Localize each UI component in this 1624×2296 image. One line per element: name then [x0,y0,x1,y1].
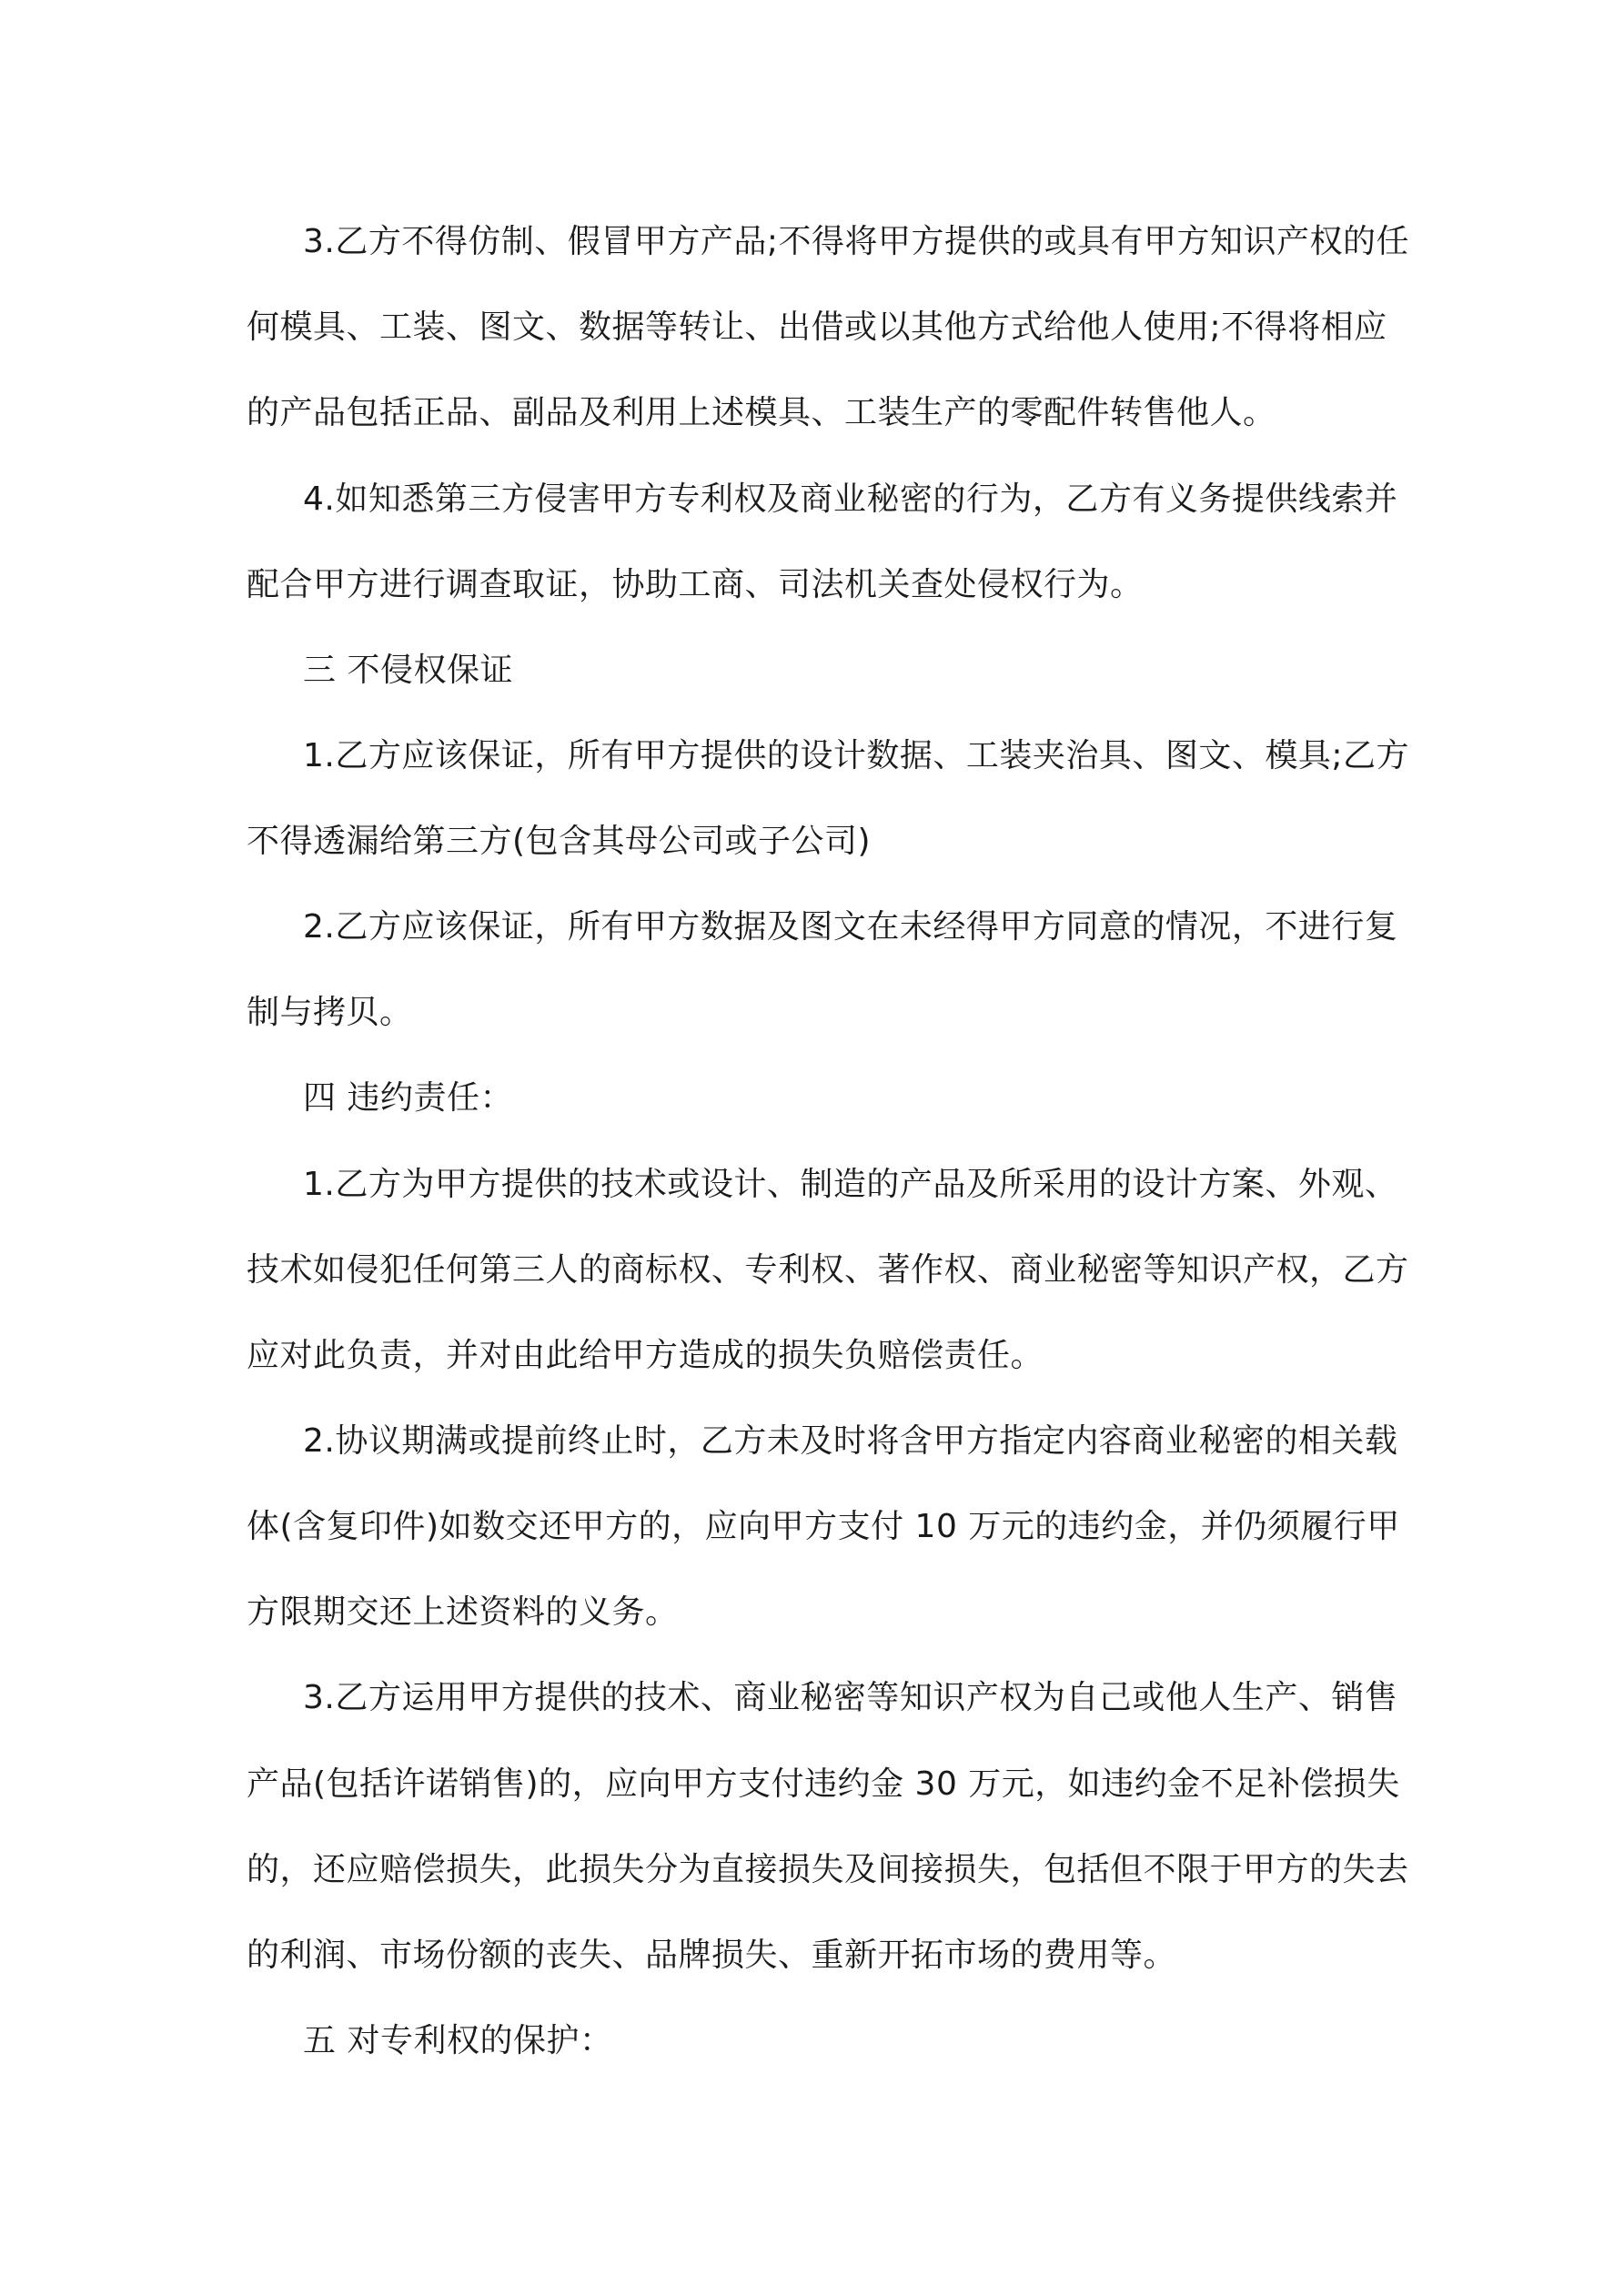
paragraph-line: 的产品包括正品、副品及利用上述模具、工装生产的零配件转售他人。 [247,394,1276,431]
paragraph-line: 何模具、工装、图文、数据等转让、出借或以其他方式给他人使用;不得将相应 [247,308,1387,346]
paragraph-line: 不得透漏给第三方(包含其母公司或子公司) [247,823,872,860]
section-heading: 三 不侵权保证 [303,652,513,689]
paragraph-line: 配合甲方进行调查取证，协助工商、司法机关查处侵权行为。 [247,566,1144,603]
section-heading: 四 违约责任： [303,1079,513,1117]
paragraph-line: 方限期交还上述资料的义务。 [247,1593,679,1631]
paragraph-line: 1.乙方应该保证，所有甲方提供的设计数据、工装夹治具、图文、模具;乙方 [303,737,1409,774]
paragraph-line: 2.协议期满或提前终止时，乙方未及时将含甲方指定内容商业秘密的相关载 [303,1422,1398,1460]
paragraph-line: 体(含复印件)如数交还甲方的，应向甲方支付 10 万元的违约金，并仍须履行甲 [247,1508,1400,1545]
paragraph-line: 4.如知悉第三方侵害甲方专利权及商业秘密的行为，乙方有义务提供线索并 [303,480,1398,518]
section-heading: 五 对专利权的保护： [303,2022,613,2059]
paragraph-line: 的利润、市场份额的丧失、品牌损失、重新开拓市场的费用等。 [247,1937,1177,1974]
paragraph-line: 3.乙方不得仿制、假冒甲方产品;不得将甲方提供的或具有甲方知识产权的任 [303,223,1409,260]
paragraph-line: 的，还应赔偿损失，此损失分为直接损失及间接损失，包括但不限于甲方的失去 [247,1851,1409,1888]
paragraph-line: 2.乙方应该保证，所有甲方数据及图文在未经得甲方同意的情况，不进行复 [303,908,1398,946]
paragraph-line: 应对此负责，并对由此给甲方造成的损失负赔偿责任。 [247,1337,1044,1374]
paragraph-line: 3.乙方运用甲方提供的技术、商业秘密等知识产权为自己或他人生产、销售 [303,1679,1398,1716]
paragraph-line: 产品(包括许诺销售)的，应向甲方支付违约金 30 万元，如违约金不足补偿损失 [247,1765,1400,1803]
paragraph-line: 1.乙方为甲方提供的技术或设计、制造的产品及所采用的设计方案、外观、 [303,1166,1398,1203]
paragraph-line: 制与拷贝。 [247,994,413,1031]
paragraph-line: 技术如侵犯任何第三人的商标权、专利权、著作权、商业秘密等知识产权，乙方 [247,1251,1409,1289]
